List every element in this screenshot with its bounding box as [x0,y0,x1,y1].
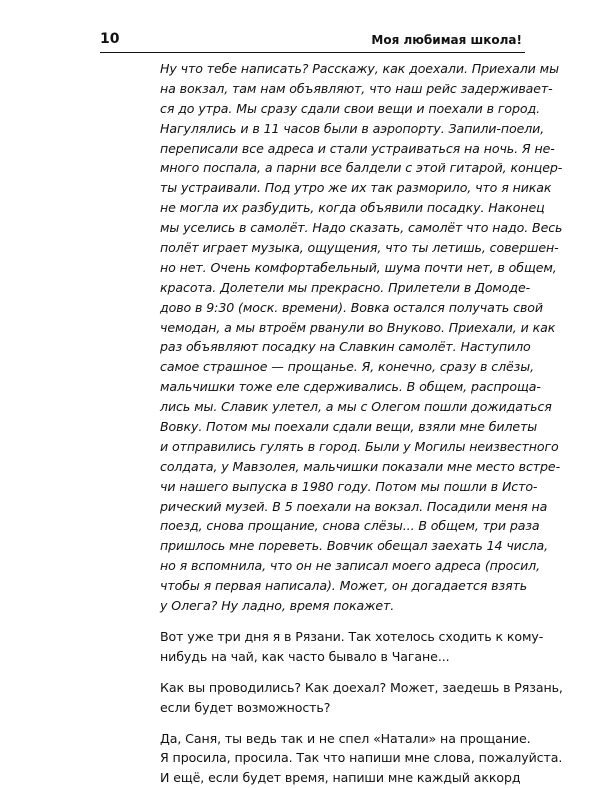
text-line: но я вспомнила, что он не записал моего адреса (просил, [160,556,505,576]
text-line: дово в 9:30 (моск. времени). Вовка остался получать свой [160,298,505,318]
text-line: лись мы. Славик улетел, а мы с Олегом пошли дожидаться [160,397,505,417]
text-line: Как вы проводились? Как доехал? Может, заедешь в Рязань, [160,678,505,698]
text-line: чи нашего выпуска в 1980 году. Потом мы пошли в Исто- [160,477,505,497]
text-line: красота. Долетели мы прекрасно. Прилетели в Домоде- [160,278,505,298]
text-line: пришлось мне пореветь. Вовчик обещал заехать 14 числа, [160,536,505,556]
text-line: у Олега? Ну ладно, время покажет. [160,596,505,616]
paragraph-4 [160,729,505,788]
text-line: Да, Саня, ты ведь так и не спел «Натали» на прощание. [160,729,505,749]
text-line: ся до утра. Мы сразу сдали свои вещи и поехали в город. [160,99,505,119]
text-line: рический музей. В 5 поехали на вокзал. Посадили меня на [160,497,505,517]
text-line: мальчишки тоже еле сдерживались. В общем, распроща- [160,377,505,397]
text-line: мы уселись в самолёт. Надо сказать, самолёт что надо. Весь [160,218,505,238]
text-line: не могла их разбудить, когда объявили посадку. Наконец [160,198,505,218]
paragraph-3 [160,678,505,718]
paragraph-1 [160,59,505,616]
text-line: переписали все адреса и стали устраиваться на ночь. Я не- [160,139,505,159]
letter-body [160,59,505,788]
text-line: раз объявляют посадку на Славкин самолёт. Наступило [160,337,505,357]
text-line: много поспала, а парни все балдели с этой гитарой, концер- [160,158,505,178]
text-line: Ну что тебе написать? Расскажу, как доехали. Приехали мы [160,59,505,79]
text-line: солдата, у Мавзолея, мальчишки показали мне место встре- [160,457,505,477]
text-line: поезд, снова прощание, снова слёзы... В общем, три раза [160,516,505,536]
text-line: ты устраивали. Под утро же их так разморило, что я никак [160,178,505,198]
text-line: и отправились гулять в город. Были у Могилы неизвестного [160,437,505,457]
text-line: чтобы я первая написала). Может, он догадается взять [160,576,505,596]
paragraph-gap [160,718,505,729]
text-line: И ещё, если будет время, напиши мне каждый аккорд [160,768,505,788]
paragraph-2 [160,627,505,667]
text-line: Я просила, просила. Так что напиши мне слова, пожалуйста. [160,748,505,768]
text-line: полёт играет музыка, ощущения, что ты летишь, совершен- [160,238,505,258]
paragraph-gap [160,616,505,627]
header-rule [100,52,525,53]
text-line: нибудь на чай, как часто бывало в Чагане... [160,647,505,667]
text-line: чемодан, а мы втроём рванули во Внуково. Приехали, и как [160,318,505,338]
running-header-title: Моя любимая школа! [371,33,522,47]
text-line: если будет возможность? [160,698,505,718]
page-number: 10 [100,31,119,47]
text-line: самое страшное — прощанье. Я, конечно, сразу в слёзы, [160,357,505,377]
text-line: на вокзал, там нам объявляют, что наш рейс задерживает- [160,79,505,99]
paragraph-gap [160,667,505,678]
text-line: Вовку. Потом мы поехали сдали вещи, взяли мне билеты [160,417,505,437]
text-line: Нагулялись и в 11 часов были в аэропорту. Запили-поели, [160,119,505,139]
text-line: но нет. Очень комфортабельный, шума почти нет, в общем, [160,258,505,278]
text-line: Вот уже три дня я в Рязани. Так хотелось сходить к кому- [160,627,505,647]
